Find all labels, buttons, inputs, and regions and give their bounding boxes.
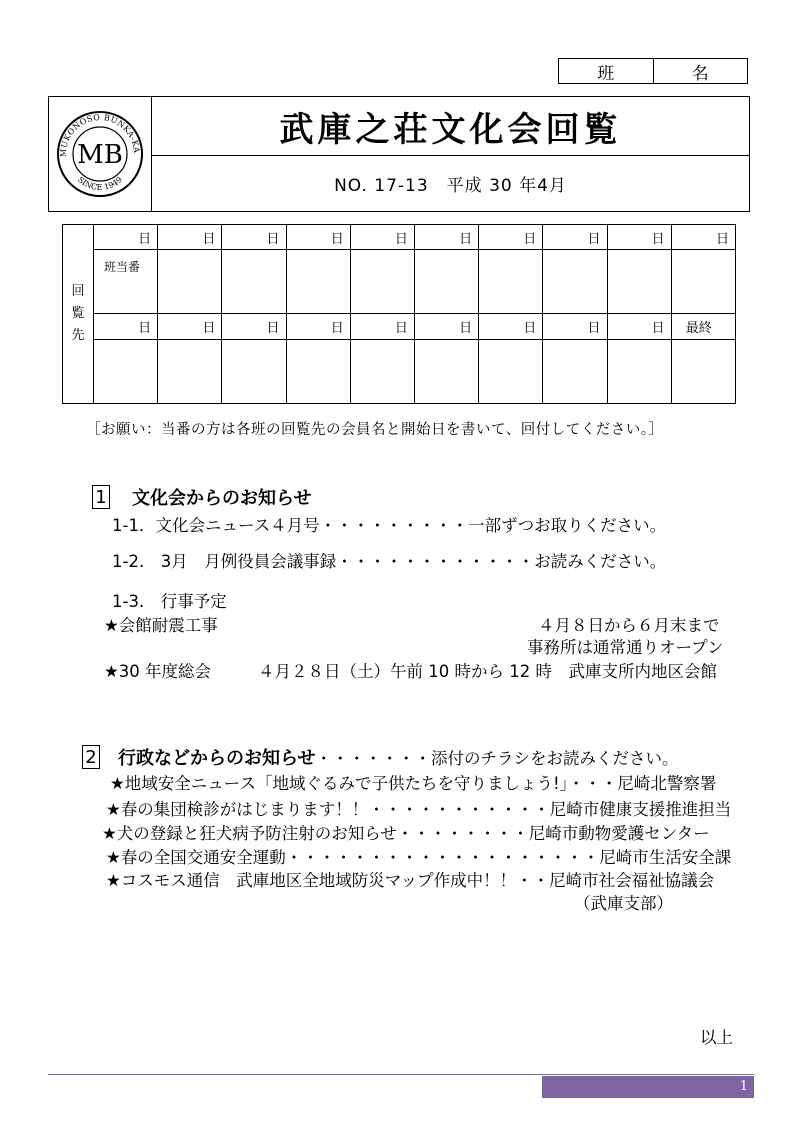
member-cell (350, 339, 414, 403)
member-cell (286, 339, 350, 403)
member-cell (286, 250, 350, 314)
section1-title: 文化会からのお知らせ (132, 488, 312, 509)
member-cell (222, 250, 286, 314)
section1-item: 1-1．文化会ニュース４月号・・・・・・・・・一部ずつお取りください。 (112, 516, 667, 535)
logo-cell (49, 97, 152, 211)
day-cell: 日 (479, 314, 543, 339)
last-cell: 最終 (671, 314, 735, 339)
section1-number: 1 (92, 485, 110, 509)
day-cell: 日 (94, 314, 158, 339)
member-cell (414, 339, 478, 403)
issue-number: NO. 17-13 平成 30 年4月 (334, 175, 567, 196)
day-cell: 日 (414, 314, 478, 339)
svg-text:SINCE 1949 (76, 175, 124, 192)
newsletter-header (48, 96, 750, 212)
section2-item: ★犬の登録と狂犬病予防注射のお知らせ・・・・・・・・尼崎市動物愛護センター (102, 824, 710, 843)
club-logo (49, 97, 152, 210)
class-name-box (558, 58, 748, 84)
day-cell: 日 (671, 225, 735, 250)
day-cell: 日 (350, 225, 414, 250)
circulation-label: 回 覧 先 (63, 225, 94, 404)
member-cell (222, 339, 286, 403)
day-cell: 日 (286, 314, 350, 339)
member-cell (607, 339, 671, 403)
section1-item: 1-2. 3月 月例役員会議事録・・・・・・・・・・・・お読みください。 (112, 552, 667, 571)
logo-monogram: MB (77, 140, 123, 170)
circulation-table (62, 224, 736, 404)
class-label: 班 (597, 63, 615, 84)
section2-item: ★地域安全ニュース「地域ぐるみで子供たちを守りましょう!」・・・尼崎北警察署 (110, 774, 717, 793)
day-cell: 日 (414, 225, 478, 250)
day-cell: 日 (607, 225, 671, 250)
day-cell: 日 (94, 225, 158, 250)
section2-heading (82, 744, 678, 770)
event-detail: 事務所は通常通りオープン (527, 638, 724, 657)
day-cell: 日 (607, 314, 671, 339)
event-detail: ４月２８日（土）午前 10 時から 12 時 武庫支所内地区会館 (258, 662, 717, 681)
event-detail: ４月８日から６月末まで (538, 616, 720, 635)
member-cell (94, 250, 158, 314)
newsletter-title: 武庫之荘文化会回覧 (152, 97, 749, 156)
member-cell (607, 250, 671, 314)
member-cell (94, 339, 158, 403)
logo-top-text: MUKONOSO BUNKA-KA (58, 112, 142, 158)
member-cell (543, 339, 607, 403)
section2-number: 2 (82, 745, 100, 769)
event-name: ★会館耐震工事 (104, 616, 218, 635)
member-cell (414, 250, 478, 314)
day-cell: 日 (350, 314, 414, 339)
section1-item: 1-3. 行事予定 (112, 592, 227, 611)
section2-title-suffix: ・・・・・・・添付のチラシをお読みください。 (315, 749, 679, 768)
section2-item: ★春の集団検診がはじまります！！・・・・・・・・・・・尼崎市健康支援推進担当 (106, 800, 732, 819)
member-cell (158, 339, 222, 403)
section2-note: （武庫支部） (574, 894, 673, 913)
day-cell: 日 (158, 314, 222, 339)
member-cell (158, 250, 222, 314)
section1-heading (92, 484, 311, 510)
day-cell: 日 (543, 225, 607, 250)
name-label: 名 (653, 59, 748, 83)
member-cell (479, 250, 543, 314)
closing-text: 以上 (700, 1028, 733, 1047)
day-cell: 日 (222, 314, 286, 339)
day-cell: 日 (222, 225, 286, 250)
logo-bottom-text: SINCE 1949 (76, 175, 124, 193)
day-cell: 日 (286, 225, 350, 250)
day-cell: 日 (158, 225, 222, 250)
day-cell: 日 (543, 314, 607, 339)
member-cell (479, 339, 543, 403)
section2-title: 行政などからのお知らせ (118, 748, 316, 769)
section2-item: ★コスモス通信 武庫地区全地域防災マップ作成中！！・・尼崎市社会福祉協議会 (106, 871, 715, 890)
event-name: ★30 年度総会 (104, 662, 212, 681)
request-note: ［お願い：当番の方は各班の回覧先の会員名と開始日を書いて、回付してください。］ (86, 422, 664, 438)
duty-label: 班当番 (104, 260, 141, 275)
section2-item: ★春の全国交通安全運動・・・・・・・・・・・・・・・・・・・尼崎市生活安全課 (106, 848, 732, 867)
footer-band (542, 1076, 754, 1098)
day-cell: 日 (479, 225, 543, 250)
footer-rule (48, 1074, 754, 1075)
page-number: 1 (739, 1079, 748, 1094)
member-cell (671, 250, 735, 314)
member-cell (350, 250, 414, 314)
member-cell (671, 339, 735, 403)
member-cell (543, 250, 607, 314)
